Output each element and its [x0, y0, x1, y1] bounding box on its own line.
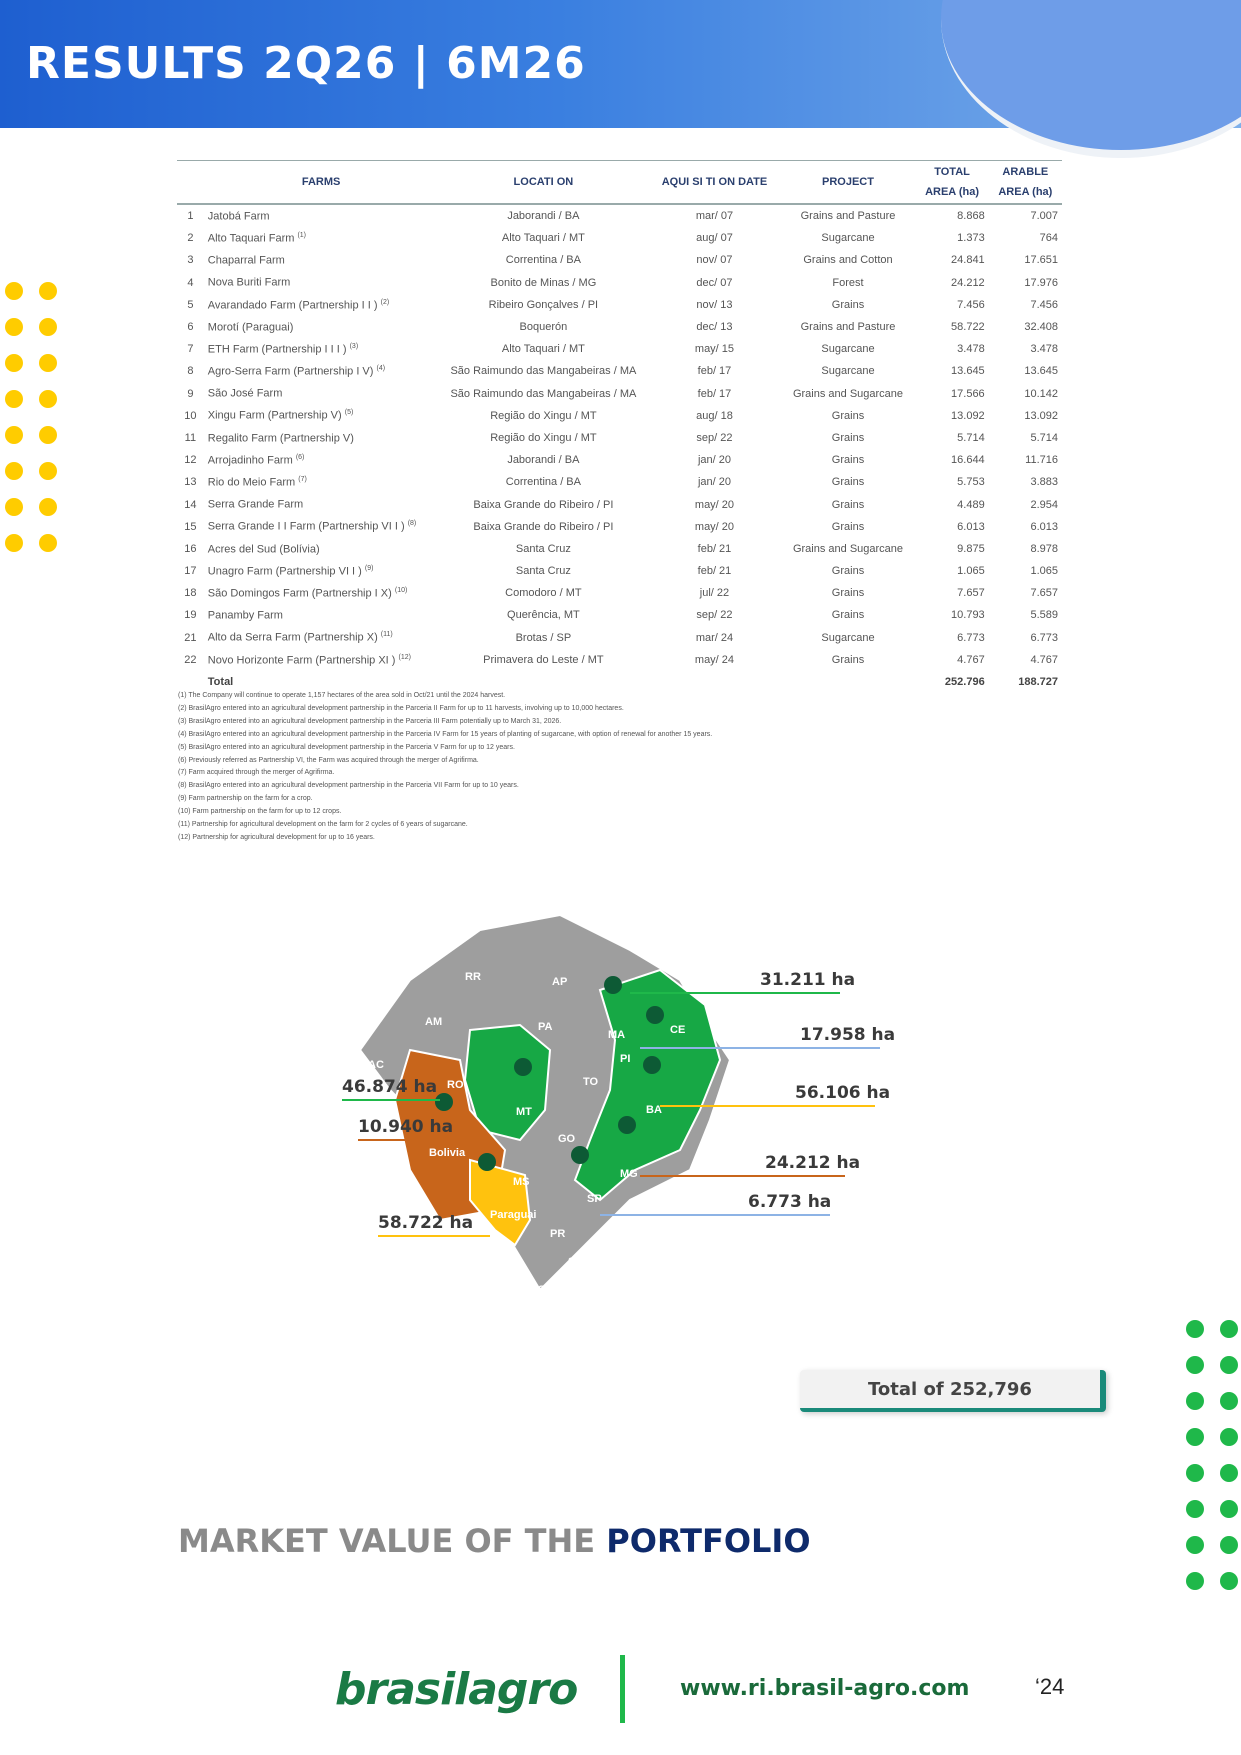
footnote-ref: (4): [376, 365, 386, 373]
arable-area: 3.478: [1030, 343, 1058, 356]
total-area: 16.644: [951, 454, 985, 467]
arable-area: 6.773: [1030, 631, 1058, 644]
arable-area: 7.657: [1030, 587, 1058, 600]
farm-location: São Raimundo das Mangabeiras / MA: [450, 387, 637, 400]
acquisition-date: dec/ 13: [696, 321, 733, 334]
footnote: (10) Farm partnership on the farm for up to 12 crops.: [178, 808, 342, 816]
state-sp: SP: [587, 1193, 602, 1205]
page-title: RESULTS 2Q26 | 6M26: [26, 38, 586, 89]
area-label-bolivia-total: 46.874 ha: [342, 1077, 438, 1097]
arable-area: 7.456: [1030, 298, 1058, 311]
farm-name: Avarandado Farm (Partnership I I ) $^{(2)}$: [207, 298, 390, 312]
table-row: [177, 294, 1062, 316]
arable-area: 2.954: [1030, 498, 1058, 511]
table-row: [177, 427, 1062, 449]
total-area: 6.013: [957, 520, 985, 533]
header-farms: FARMS: [204, 161, 439, 205]
state-ba: BA: [646, 1104, 662, 1116]
project: Grains and Pasture: [800, 321, 896, 334]
footnote-ref: (1): [297, 231, 307, 239]
footnote: (7) Farm acquired through the merger of Agrifirma.: [178, 769, 335, 777]
acquisition-date: feb/ 21: [697, 542, 732, 555]
acquisition-date: may/ 24: [694, 653, 735, 666]
acquisition-date: mar/ 24: [695, 631, 734, 644]
farm-name: Agro-Serra Farm (Partnership I V) $^{(4)}$: [207, 365, 386, 378]
footnote: (1) The Company will continue to operate 1,157 hectares of the area sold in Oct/21 until the 2024 harvest.: [178, 692, 506, 699]
farm-location: Jaborandi / BA: [507, 210, 580, 223]
project: Grains and Sugarcane: [792, 387, 904, 400]
decorative-dots-green: [1186, 1320, 1238, 1590]
acquisition-date: sep/ 22: [696, 609, 733, 622]
table-row: [177, 516, 1062, 538]
footnote: (3) BrasilAgro entered into an agricultural development partnership in the Parceria III Farm potentially up to March 31, 2026.: [178, 717, 562, 725]
farm-location: Primavera do Leste / MT: [483, 653, 604, 666]
farm-name: Serra Grande I I Farm (Partnership VI I ) $^{(8)}$: [207, 520, 417, 534]
acquisition-date: aug/ 18: [696, 409, 733, 422]
state-ms: MS: [513, 1176, 530, 1188]
arable-area: 17.976: [1024, 276, 1058, 289]
project: Grains: [831, 609, 865, 622]
table-row: [177, 538, 1062, 560]
acquisition-date: nov/ 13: [696, 298, 733, 311]
footnote: (11) Partnership for agricultural development on the farm for 2 cycles of 6 years of sugarcane.: [178, 821, 468, 829]
table-row: [177, 649, 1062, 671]
footnote: (2) BrasilAgro entered into an agricultural development partnership in the Parceria II Farm for up to 11 harvests, involving up to 10,000 hectares.: [178, 704, 624, 712]
total-area: 10.793: [951, 609, 985, 622]
arable-area: 8.978: [1030, 542, 1058, 555]
arable-area: 5.714: [1030, 431, 1058, 444]
total-area: 24.841: [951, 254, 985, 267]
farm-location: Alto Taquari / MT: [501, 232, 585, 245]
arable-area: 3.883: [1030, 476, 1058, 489]
acquisition-date: feb/ 17: [697, 387, 732, 400]
project: Grains: [831, 653, 865, 666]
state-to: TO: [583, 1076, 599, 1088]
farm-name: Unagro Farm (Partnership VI I ) $^{(9)}$: [207, 564, 374, 578]
table-row: [177, 449, 1062, 471]
project: Grains: [831, 409, 865, 422]
state-ap: AP: [552, 976, 568, 988]
farm-name: São José Farm: [207, 387, 283, 400]
brazil-map: [330, 910, 930, 1310]
total-area: 4.767: [957, 653, 985, 666]
footnote-ref: (8): [407, 520, 417, 528]
table-row: [177, 493, 1062, 515]
project: Grains: [831, 520, 865, 533]
project: Grains: [831, 565, 865, 578]
total-area: 9.875: [957, 542, 985, 555]
farm-location: Brotas / SP: [515, 631, 572, 644]
farm-location: Comodoro / MT: [505, 587, 582, 600]
state-ac: AC: [368, 1059, 384, 1071]
acquisition-date: feb/ 21: [697, 565, 732, 578]
footnote: (8) BrasilAgro entered into an agricultural development partnership in the Parceria VII Farm for up to 10 years.: [178, 782, 519, 790]
state-sc: SC: [568, 1256, 584, 1268]
state-ro: RO: [447, 1079, 464, 1091]
header-total-area: TOTAL AREA (ha): [915, 161, 988, 205]
header-banner: [0, 0, 1241, 128]
row-number: 13: [184, 476, 197, 489]
state-pa: PA: [538, 1021, 553, 1033]
total-area: 4.489: [957, 498, 985, 511]
row-number: 22: [184, 653, 197, 666]
row-number: 17: [184, 565, 197, 578]
area-label-pi: 17.958 ha: [800, 1025, 896, 1045]
project: Grains: [831, 431, 865, 444]
farm-name: Jatobá Farm: [207, 210, 270, 223]
farm-name: Serra Grande Farm: [207, 498, 304, 511]
state-rs: RS: [530, 1284, 546, 1296]
table-row: [177, 338, 1062, 360]
acquisition-date: nov/ 07: [696, 254, 733, 267]
project: Forest: [832, 276, 864, 289]
row-number: 6: [187, 321, 194, 334]
row-number: 5: [187, 298, 194, 311]
header-location: LOCATI ON: [438, 161, 648, 205]
state-rr: RR: [465, 971, 481, 983]
footnote-ref: (2): [380, 298, 390, 306]
footnote-ref: (7): [298, 476, 307, 484]
farm-name: Arrojadinho Farm $^{(6)}$: [207, 453, 305, 467]
row-number: 11: [184, 431, 197, 444]
row-number: 18: [184, 587, 197, 600]
farm-name: Xingu Farm (Partnership V) $^{(5)}$: [207, 409, 354, 423]
decorative-dots-yellow: [5, 282, 57, 552]
footnote-ref: (5): [344, 409, 354, 417]
farm-location: Ribeiro Gonçalves / PI: [488, 298, 599, 311]
acquisition-date: dec/ 07: [696, 276, 733, 289]
arable-area: 17.651: [1024, 254, 1058, 267]
row-number: 2: [187, 232, 194, 245]
arable-area: 11.716: [1025, 454, 1058, 467]
arable-area: 10.142: [1024, 387, 1058, 400]
total-area: 5.753: [957, 476, 985, 489]
footnote-ref: (3): [349, 342, 359, 350]
header-decoration: [941, 0, 1241, 158]
project: Grains and Pasture: [800, 210, 896, 223]
farm-name: Nova Buriti Farm: [207, 276, 291, 289]
footnote-ref: (6): [295, 453, 305, 461]
farm-location: Bonito de Minas / MG: [490, 276, 597, 289]
farm-location: Jaborandi / BA: [507, 454, 580, 467]
arable-area: 1.065: [1030, 565, 1058, 578]
total-area-sum: 252.796: [944, 676, 985, 689]
farm-location: Santa Cruz: [515, 542, 571, 555]
project: Sugarcane: [821, 631, 875, 644]
farm-name: Morotí (Paraguai): [207, 321, 294, 334]
farm-location: Santa Cruz: [515, 565, 571, 578]
table-row: [177, 360, 1062, 382]
farm-location: Querência, MT: [507, 609, 580, 622]
farm-location: Alto Taquari / MT: [501, 343, 585, 356]
footnote-ref: (10): [394, 586, 408, 594]
farm-location: Correntina / BA: [505, 476, 581, 489]
row-number: 19: [184, 609, 197, 622]
state-mt: MT: [516, 1106, 532, 1118]
total-area: 58.722: [951, 321, 985, 334]
farm-name: ETH Farm (Partnership I I I ) $^{(3)}$: [207, 342, 359, 356]
farms-table: [177, 160, 1062, 693]
total-area-box: Total of 252,796: [800, 1370, 1106, 1412]
row-number: 21: [184, 631, 197, 644]
total-area: 24.212: [951, 276, 985, 289]
farm-location: Baixa Grande do Ribeiro / PI: [473, 520, 614, 533]
brasilagro-logo: brasilagro: [335, 1664, 578, 1715]
area-label-mg: 24.212 ha: [765, 1153, 861, 1173]
table-row: [177, 627, 1062, 649]
project: Sugarcane: [821, 232, 875, 245]
row-number: 12: [184, 454, 197, 467]
area-label-ma: 31.211 ha: [760, 970, 856, 990]
total-area: 3.478: [957, 343, 985, 356]
table-header-row: [177, 161, 1062, 205]
total-area: 17.566: [951, 387, 985, 400]
table-row: [177, 227, 1062, 249]
arable-area: 13.645: [1024, 365, 1058, 378]
arable-area: 6.013: [1030, 520, 1058, 533]
total-area: 5.714: [957, 431, 985, 444]
row-number: 4: [187, 276, 194, 289]
table-row: [177, 316, 1062, 338]
footnote: (12) Partnership for agricultural development for up to 16 years.: [178, 833, 375, 841]
farm-location: Boquerón: [519, 321, 568, 334]
state-ce: CE: [670, 1024, 686, 1036]
farm-name: São Domingos Farm (Partnership I X) $^{(10)}$: [207, 586, 408, 600]
row-number: 14: [184, 498, 197, 511]
project: Grains and Cotton: [803, 254, 893, 267]
footnote: (9) Farm partnership on the farm for a crop.: [178, 795, 313, 803]
project: Sugarcane: [821, 343, 875, 356]
row-number: 7: [187, 343, 194, 356]
table-row: [177, 560, 1062, 582]
country-paraguay: Paraguai: [490, 1209, 537, 1221]
area-label-ba: 56.106 ha: [795, 1083, 891, 1103]
total-area: 6.773: [957, 631, 985, 644]
header-acquisition-date: AQUI SI TI ON DATE: [648, 161, 780, 205]
row-number: 9: [187, 387, 194, 400]
row-number: 16: [184, 542, 197, 555]
acquisition-date: may/ 20: [694, 520, 735, 533]
state-am: AM: [425, 1016, 443, 1028]
farm-name: Acres del Sud (Bolívia): [207, 543, 320, 556]
map-svg: [330, 910, 930, 1310]
table-row: [177, 471, 1062, 493]
country-bolivia: Bolivia: [429, 1147, 466, 1159]
table-row: [177, 582, 1062, 604]
page-number: ‘24: [1035, 1674, 1065, 1699]
footer-divider: [620, 1655, 625, 1723]
footnote-ref: (12): [398, 653, 411, 661]
table-row: [177, 383, 1062, 405]
farm-name: Rio do Meio Farm $^{(7)}$: [207, 476, 307, 489]
state-mg: MG: [620, 1168, 638, 1180]
acquisition-date: may/ 20: [694, 498, 735, 511]
total-area: 8.868: [957, 210, 985, 223]
total-area: 13.092: [951, 409, 985, 422]
arable-area: 7.007: [1030, 210, 1058, 223]
project: Grains: [831, 498, 865, 511]
farm-location: Região do Xingu / MT: [490, 409, 597, 422]
total-area: 1.373: [957, 232, 985, 245]
table-row: [177, 272, 1062, 294]
table-row: [177, 405, 1062, 427]
table-row: [177, 249, 1062, 271]
acquisition-date: jan/ 20: [697, 454, 731, 467]
header-project: PROJECT: [781, 161, 916, 205]
farm-name: Regalito Farm (Partnership V): [207, 432, 354, 445]
row-number: 1: [187, 210, 194, 223]
project: Grains: [831, 476, 865, 489]
state-go: GO: [558, 1133, 576, 1145]
project: Grains: [831, 298, 865, 311]
farm-name: Chaparral Farm: [207, 254, 285, 267]
farm-location: São Raimundo das Mangabeiras / MA: [450, 365, 637, 378]
state-pr: PR: [550, 1228, 566, 1240]
acquisition-date: jul/ 22: [699, 587, 730, 600]
footnote-ref: (11): [380, 631, 393, 639]
footer-website-link[interactable]: www.ri.brasil-agro.com: [680, 1676, 970, 1701]
footnotes: [178, 690, 1058, 845]
farm-name: Panamby Farm: [207, 609, 283, 622]
footnote: (6) Previously referred as Partnership VI, the Farm was acquired through the merger of Agrifirma.: [178, 756, 479, 764]
footnote-ref: (9): [364, 564, 374, 572]
acquisition-date: jan/ 20: [697, 476, 731, 489]
table-row: [177, 204, 1062, 227]
arable-area: 5.589: [1030, 609, 1058, 622]
farm-location: Correntina / BA: [505, 254, 581, 267]
row-number: 15: [184, 520, 197, 533]
acquisition-date: aug/ 07: [696, 232, 733, 245]
farm-name: Novo Horizonte Farm (Partnership XI ) $^{(12)}$: [207, 653, 411, 667]
row-number: 3: [187, 254, 194, 267]
area-label-paraguay: 58.722 ha: [378, 1213, 474, 1233]
table-row: [177, 604, 1062, 626]
area-label-bolivia: 10.940 ha: [358, 1117, 454, 1137]
total-label: Total: [207, 676, 234, 689]
farm-name: Alto da Serra Farm (Partnership X) $^{(11)}$: [207, 631, 393, 644]
total-area: 7.657: [957, 587, 985, 600]
arable-area: 764: [1039, 232, 1058, 245]
total-area: 1.065: [957, 565, 985, 578]
arable-area: 13.092: [1024, 409, 1058, 422]
arable-area-sum: 188.727: [1018, 676, 1058, 689]
farm-location: Região do Xingu / MT: [490, 431, 597, 444]
row-number: 10: [184, 409, 197, 422]
state-pi: PI: [620, 1053, 631, 1065]
project: Grains: [831, 587, 865, 600]
arable-area: 32.408: [1024, 321, 1058, 334]
project: Sugarcane: [821, 365, 875, 378]
header-arable-area: ARABLE AREA (ha): [989, 161, 1062, 205]
acquisition-date: may/ 15: [694, 343, 735, 356]
footnote: (5) BrasilAgro entered into an agricultural development partnership in the Parceria V Farm for up to 12 years.: [178, 743, 515, 751]
state-ma: MA: [608, 1029, 626, 1041]
total-area: 13.645: [951, 365, 985, 378]
row-number: 8: [187, 365, 194, 378]
arable-area: 4.767: [1030, 653, 1058, 666]
total-area: 7.456: [957, 298, 985, 311]
farm-location: Baixa Grande do Ribeiro / PI: [473, 498, 614, 511]
acquisition-date: sep/ 22: [696, 431, 733, 444]
acquisition-date: feb/ 17: [697, 365, 732, 378]
section-title: MARKET VALUE OF THE PORTFOLIO: [178, 1522, 811, 1560]
area-label-sp: 6.773 ha: [748, 1192, 832, 1212]
acquisition-date: mar/ 07: [695, 210, 734, 223]
farm-name: Alto Taquari Farm $^{(1)}$: [207, 231, 307, 245]
project: Grains and Sugarcane: [792, 542, 904, 555]
project: Grains: [831, 454, 865, 467]
footnote: (4) BrasilAgro entered into an agricultural development partnership in the Parceria IV Farm for 15 years of planting of sugarcane, with option of renewal for another 15 years.: [178, 730, 713, 738]
